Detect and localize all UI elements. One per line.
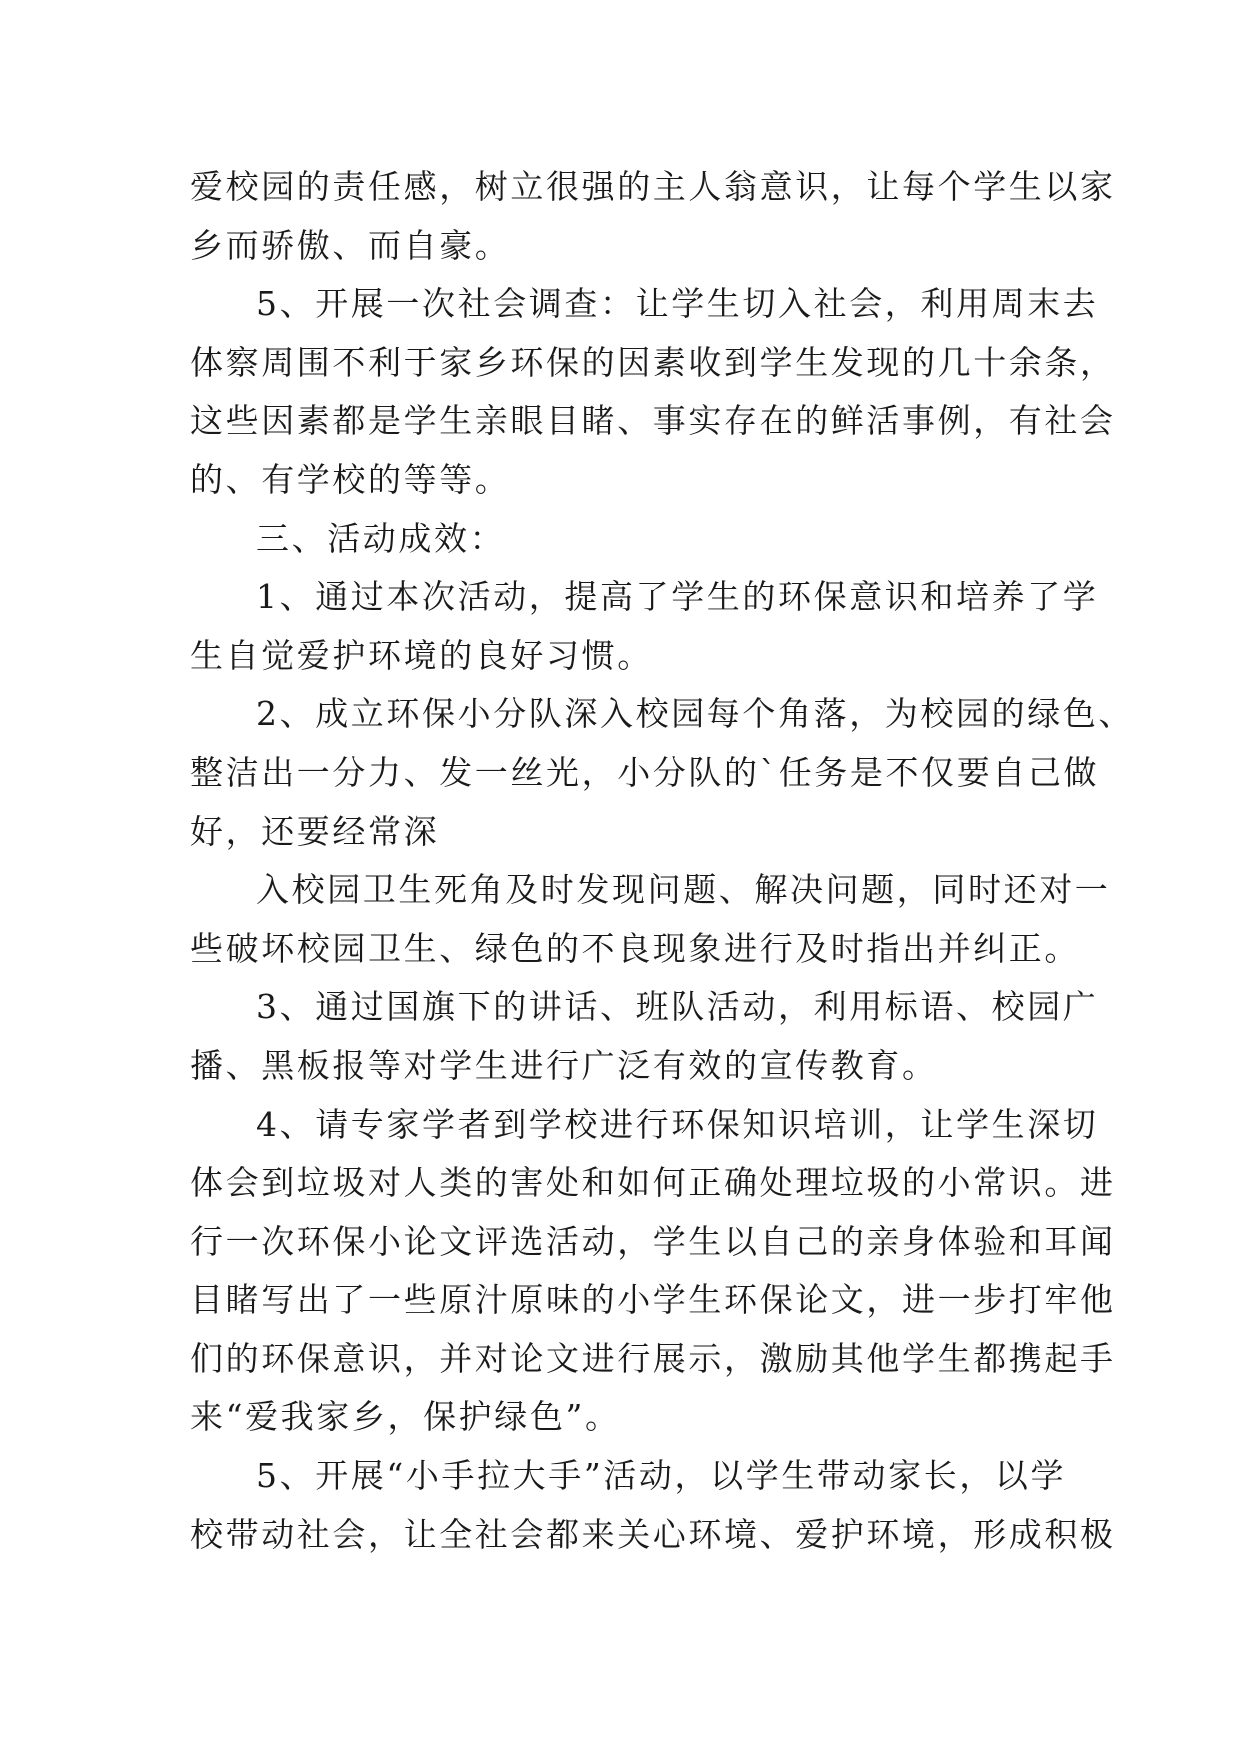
text-line: 行一次环保小论文评选活动，学生以自己的亲身体验和耳闻: [190, 1221, 1116, 1261]
text-line: 整洁出一分力、发一丝光，小分队的`任务是不仅要自己做: [190, 752, 1100, 792]
section-heading: 三、活动成效：: [256, 518, 506, 558]
text-line: 来“爱我家乡，保护绿色”。: [190, 1397, 621, 1437]
text-line: 这些因素都是学生亲眼目睹、事实存在的鲜活事例，有社会: [190, 401, 1116, 441]
text-line: 目睹写出了一些原汁原味的小学生环保论文，进一步打牢他: [190, 1280, 1116, 1320]
text-line: 5、开展“小手拉大手”活动，以学生带动家长，以学: [256, 1456, 1067, 1496]
text-line: 乡而骄傲、而自豪。: [190, 225, 511, 265]
text-line: 入校园卫生死角及时发现问题、解决问题，同时还对一: [256, 870, 1111, 910]
text-line: 体会到垃圾对人类的害处和如何正确处理垃圾的小常识。进: [190, 1163, 1116, 1203]
text-line: 2、成立环保小分队深入校园每个角落，为校园的绿色、: [256, 694, 1134, 734]
text-line: 些破坏校园卫生、绿色的不良现象进行及时指出并纠正。: [190, 928, 1080, 968]
text-line: 播、黑板报等对学生进行广泛有效的宣传教育。: [190, 1045, 938, 1085]
text-line: 4、请专家学者到学校进行环保知识培训，让学生深切: [256, 1104, 1099, 1144]
text-line: 3、通过国旗下的讲话、班队活动，利用标语、校园广: [256, 987, 1099, 1027]
text-line: 的、有学校的等等。: [190, 459, 511, 499]
text-line: 们的环保意识，并对论文进行展示，激励其他学生都携起手: [190, 1338, 1116, 1378]
text-line: 好，还要经常深: [190, 811, 440, 851]
text-line: 校带动社会，让全社会都来关心环境、爱护环境，形成积极: [190, 1514, 1116, 1554]
text-line: 爱校园的责任感，树立很强的主人翁意识，让每个学生以家: [190, 167, 1116, 206]
text-line: 1、通过本次活动，提高了学生的环保意识和培养了学: [256, 577, 1099, 617]
document-body: [190, 158, 1134, 1564]
text-line: 体察周围不利于家乡环保的因素收到学生发现的几十余条，: [190, 342, 1116, 382]
text-line: 生自觉爱护环境的良好习惯。: [190, 635, 653, 675]
text-line: 5、开展一次社会调查：让学生切入社会，利用周末去: [256, 284, 1099, 324]
